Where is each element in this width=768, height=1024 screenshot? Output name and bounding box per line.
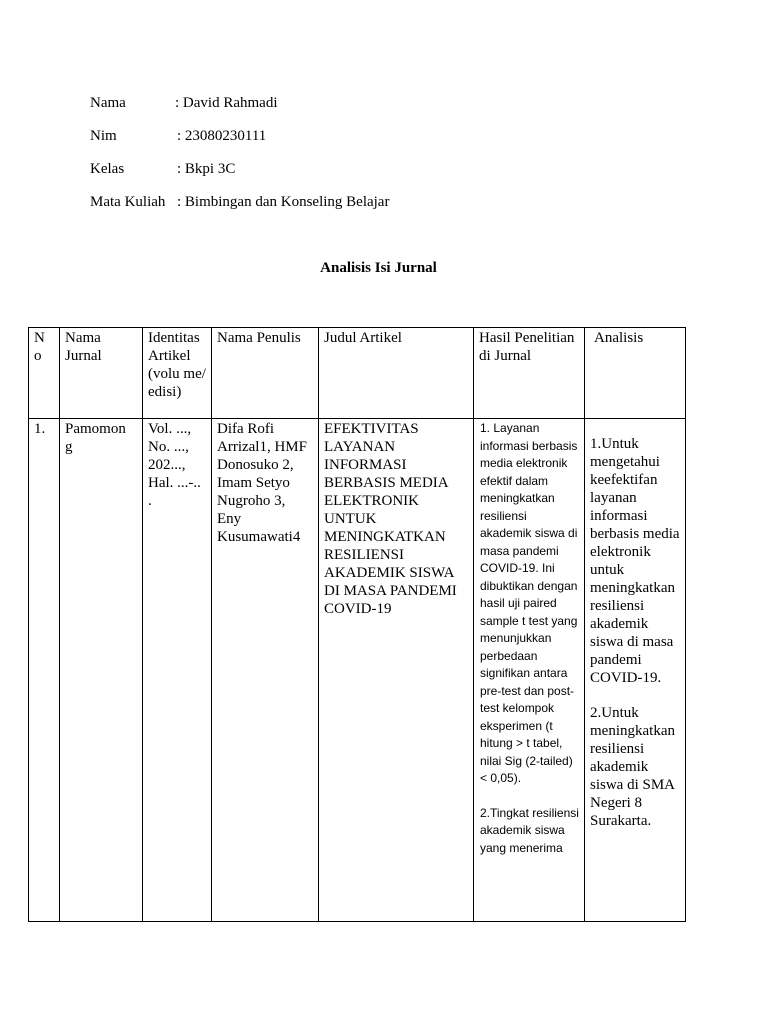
- header-nama-penulis: Nama Penulis: [212, 328, 319, 419]
- cell-analisis: [585, 419, 686, 922]
- cell-judul-artikel: EFEKTIVITAS LAYANAN INFORMASI BERBASIS MEDIA ELEKTRONIK UNTUK MENINGKATKAN RESILIENSI AKADEMIK SISWA DI MASA PANDEMI COVID-19: [319, 419, 474, 922]
- header-hasil-penelitian: Hasil Penelitian di Jurnal: [474, 328, 585, 419]
- table-header-row: [29, 328, 686, 419]
- header-identitas-artikel: Identitas Artikel (volu me/ edisi): [143, 328, 212, 419]
- header-analisis: Analisis: [585, 328, 686, 419]
- cell-nama-penulis: Difa Rofi Arrizal1, HMF Donosuko 2, Imam Setyo Nugroho 3, Eny Kusumawati4: [212, 419, 319, 922]
- nim-value: : 23080230111: [177, 128, 267, 144]
- mata-kuliah-label: Mata Kuliah: [90, 194, 166, 210]
- header-judul-artikel: Judul Artikel: [319, 328, 474, 419]
- page-title: Analisis Isi Jurnal: [320, 260, 437, 276]
- analisis-point-1: 1.Untuk mengetahui keefektifan layanan informasi berbasis media elektronik untuk meningkatkan resiliensi akademik siswa di masa pandemi COVID-19.: [590, 436, 680, 686]
- hasil-point-1: 1. Layanan informasi berbasis media elektronik efektif dalam meningkatkan resiliensi akademik siswa di masa pandemi COVID-19. Ini dibuktikan dengan hasil uji paired sample t test yang menunjukkan perbedaan signifikan antara pre-test dan post-test kelompok eksperimen (t hitung > t tabel, nilai Sig (2-tailed) < 0,05).: [480, 421, 578, 785]
- analisis-point-2: 2.Untuk meningkatkan resiliensi akademik siswa di SMA Negeri 8 Surakarta.: [590, 705, 675, 829]
- hasil-point-2: 2.Tingkat resiliensi akademik siswa yang menerima: [480, 805, 579, 855]
- cell-identitas-artikel: Vol. ..., No. ..., 202..., Hal. ...-.. .: [143, 419, 212, 922]
- header-no: N o: [29, 328, 60, 419]
- nim-label: Nim: [90, 128, 117, 144]
- kelas-value: : Bkpi 3C: [177, 161, 236, 177]
- journal-analysis-table: [28, 327, 686, 922]
- header-nama-jurnal: Nama Jurnal: [60, 328, 143, 419]
- kelas-label: Kelas: [90, 161, 125, 177]
- mata-kuliah-value: : Bimbingan dan Konseling Belajar: [177, 194, 390, 210]
- cell-hasil-penelitian: [474, 419, 585, 922]
- nama-value: : David Rahmadi: [175, 95, 278, 111]
- cell-nama-jurnal: Pamomon g: [60, 419, 143, 922]
- nama-label: Nama: [90, 95, 126, 111]
- table-row: [29, 419, 686, 922]
- cell-no: 1.: [29, 419, 60, 922]
